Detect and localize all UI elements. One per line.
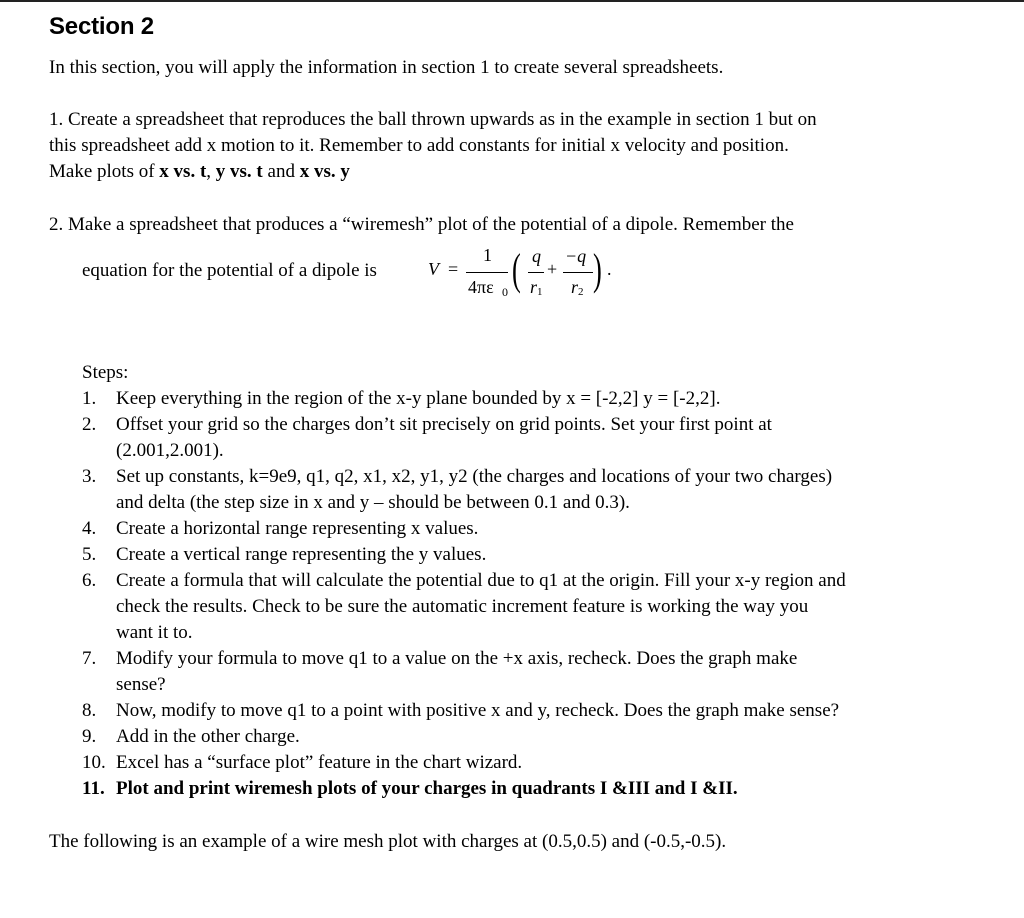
step-text-line: Create a formula that will calculate the potential due to q1 at the origin. Fill your x-y region and xyxy=(116,570,846,591)
eq-r2-sub: 2 xyxy=(578,286,584,298)
step-item xyxy=(82,464,846,516)
step-item xyxy=(82,646,846,698)
step-text-line: Add in the other charge. xyxy=(116,726,300,747)
eq-neg-q: −q xyxy=(565,246,587,266)
eq-sub-0: 0 xyxy=(502,285,508,299)
question-1-line-3: Make plots of x vs. t, y vs. t and x vs. y xyxy=(49,161,350,182)
eq-fraction-bar xyxy=(466,272,508,273)
step-text-line: Keep everything in the region of the x-y plane bounded by x = [-2,2] y = [-2,2]. xyxy=(116,388,721,409)
top-border xyxy=(0,0,1024,2)
eq-denominator: 4πε xyxy=(468,277,494,297)
step-number: 5. xyxy=(82,544,97,565)
step-item xyxy=(82,542,846,568)
eq-r1-sub: 1 xyxy=(537,286,543,298)
dipole-equation xyxy=(424,242,614,308)
eq-left-paren: ( xyxy=(512,245,521,294)
step-text-line: want it to. xyxy=(116,622,193,643)
eq-plus: + xyxy=(547,259,558,279)
eq-q: q xyxy=(532,246,541,266)
plot-x-vs-t: x vs. t xyxy=(159,161,207,182)
step-text-line: and delta (the step size in x and y – should be between 0.1 and 0.3). xyxy=(116,492,630,513)
question-2-line-2: equation for the potential of a dipole is xyxy=(82,260,377,281)
step-text-line: (2.001,2.001). xyxy=(116,440,224,461)
section-heading: Section 2 xyxy=(49,13,154,40)
question-1-line-2: this spreadsheet add x motion to it. Remember to add constants for initial x velocity and position. xyxy=(49,135,789,156)
step-number: 9. xyxy=(82,726,97,747)
step-text-line: Create a horizontal range representing x values. xyxy=(116,518,479,539)
step-text-line: Plot and print wiremesh plots of your charges in quadrants I &III and I &II. xyxy=(116,778,738,799)
eq-equals: = xyxy=(448,259,459,279)
eq-numerator: 1 xyxy=(483,245,492,265)
step-item xyxy=(82,386,846,412)
steps-list xyxy=(82,386,846,802)
step-number: 8. xyxy=(82,700,97,721)
step-number: 11. xyxy=(82,778,105,799)
step-item xyxy=(82,724,846,750)
step-number: 3. xyxy=(82,466,97,487)
step-item xyxy=(82,750,846,776)
step-text-line: sense? xyxy=(116,674,166,695)
step-item xyxy=(82,698,846,724)
step-item xyxy=(82,412,846,464)
step-text-line: Create a vertical range representing the y values. xyxy=(116,544,487,565)
step-item xyxy=(82,516,846,542)
step-number: 10. xyxy=(82,752,106,773)
step-number: 7. xyxy=(82,648,97,669)
step-number: 4. xyxy=(82,518,97,539)
intro-paragraph: In this section, you will apply the information in section 1 to create several spreadsheets. xyxy=(49,57,724,78)
question-1-line-1: 1. Create a spreadsheet that reproduces the ball thrown upwards as in the example in section 1 but on xyxy=(49,109,817,130)
eq-r2: r xyxy=(571,277,579,297)
eq-bar-1 xyxy=(528,272,544,273)
step-text-line: check the results. Check to be sure the automatic increment feature is working the way you xyxy=(116,596,809,617)
eq-V: V xyxy=(428,259,439,279)
eq-period: . xyxy=(607,259,612,279)
step-number: 2. xyxy=(82,414,97,435)
question-1 xyxy=(49,107,817,185)
step-item xyxy=(82,776,846,802)
step-item xyxy=(82,568,846,646)
step-number: 6. xyxy=(82,570,97,591)
question-2-line-1: 2. Make a spreadsheet that produces a “wiremesh” plot of the potential of a dipole. Remember the xyxy=(49,214,794,235)
step-text-line: Set up constants, k=9e9, q1, q2, x1, x2, y1, y2 (the charges and locations of your two charges) xyxy=(116,466,833,487)
steps-title: Steps: xyxy=(82,362,129,383)
question-1-number: 1. xyxy=(49,109,64,130)
eq-right-paren: ) xyxy=(593,245,602,294)
step-text-line: Offset your grid so the charges don’t sit precisely on grid points. Set your first point at xyxy=(116,414,772,435)
step-number: 1. xyxy=(82,388,97,409)
step-text-line: Modify your formula to move q1 to a value on the +x axis, recheck. Does the graph make xyxy=(116,648,798,669)
step-text-line: Excel has a “surface plot” feature in the chart wizard. xyxy=(116,752,523,773)
eq-r1: r xyxy=(530,277,538,297)
plot-x-vs-y: x vs. y xyxy=(299,161,350,182)
footer-text: The following is an example of a wire mesh plot with charges at (0.5,0.5) and (-0.5,-0.5). xyxy=(49,831,727,852)
step-text-line: Now, modify to move q1 to a point with positive x and y, recheck. Does the graph make sense? xyxy=(116,700,840,721)
eq-bar-2 xyxy=(563,272,593,273)
plot-y-vs-t: y vs. t xyxy=(215,161,263,182)
